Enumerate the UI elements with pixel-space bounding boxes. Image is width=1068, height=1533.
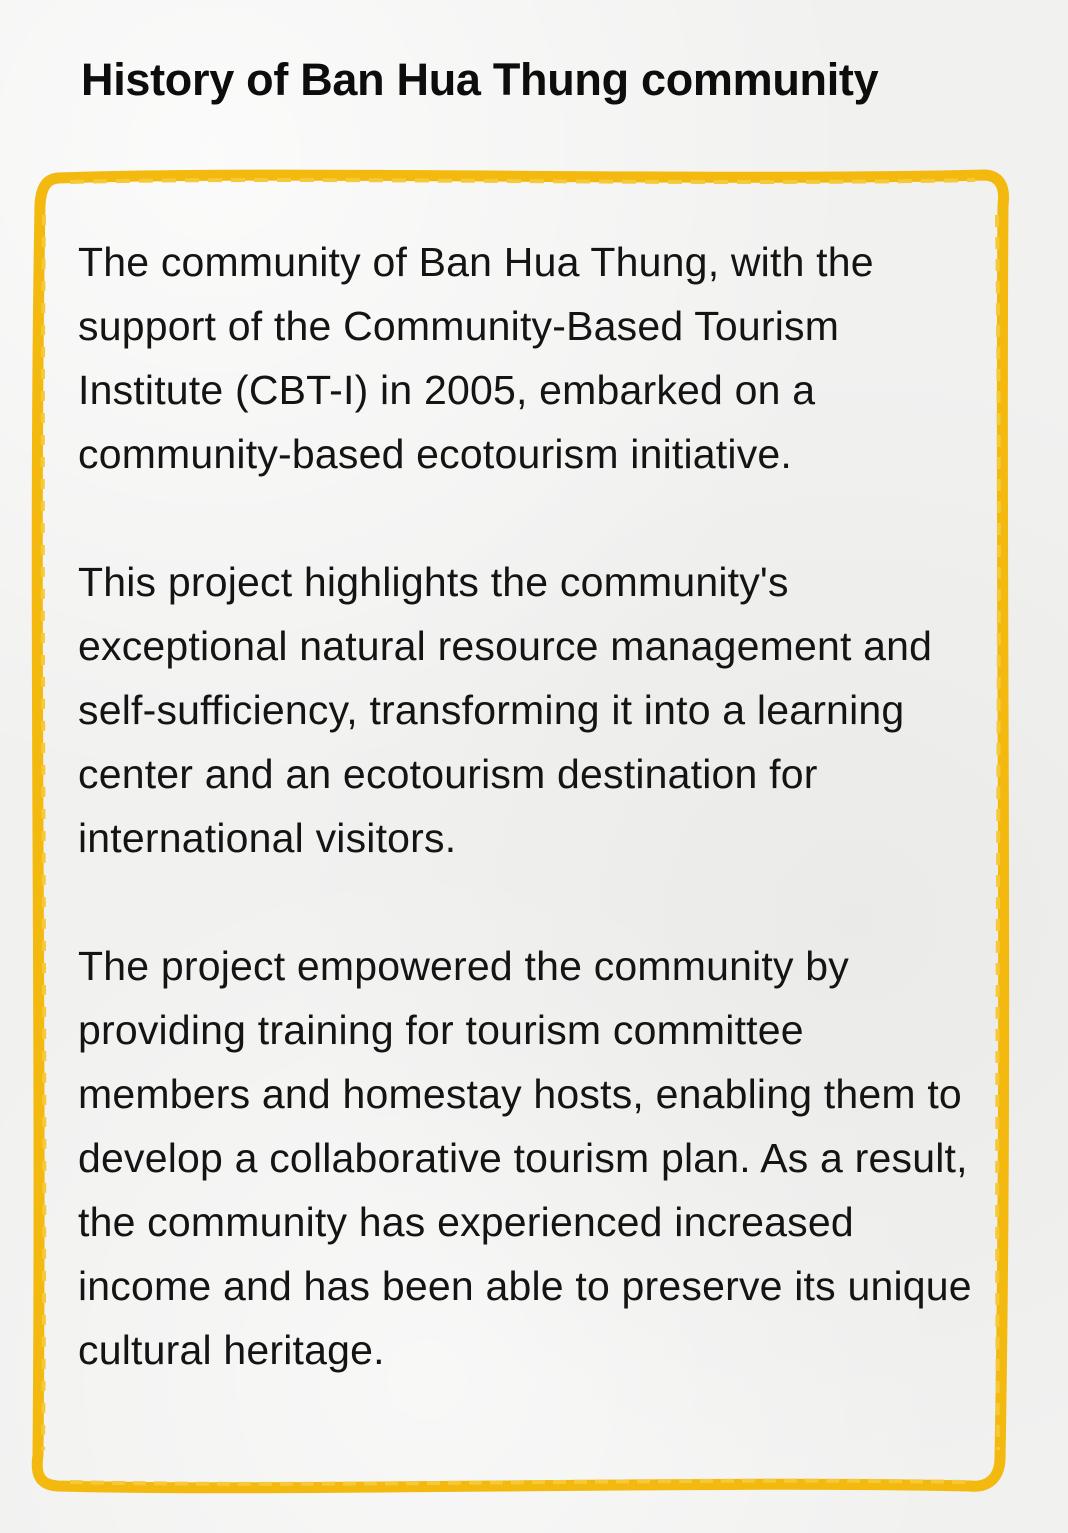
paragraph-outcomes: The project empowered the community by providing training for tourism committee members and homestay hosts, enabling them to develop a collaborative tourism plan. As a result, the community has experienced increased income and has been able to preserve its unique cultural heritage.: [78, 943, 972, 1373]
content-box: [78, 230, 978, 1382]
paragraph-highlights: This project highlights the community's exceptional natural resource management and self-sufficiency, transforming it into a learning center and an ecotourism destination for international visitors.: [78, 559, 933, 861]
page-title: History of Ban Hua Thung community: [81, 54, 879, 105]
paragraph-intro: The community of Ban Hua Thung, with the support of the Community-Based Tourism Institute (CBT-I) in 2005, embarked on a community-based ecotourism initiative.: [78, 239, 874, 477]
